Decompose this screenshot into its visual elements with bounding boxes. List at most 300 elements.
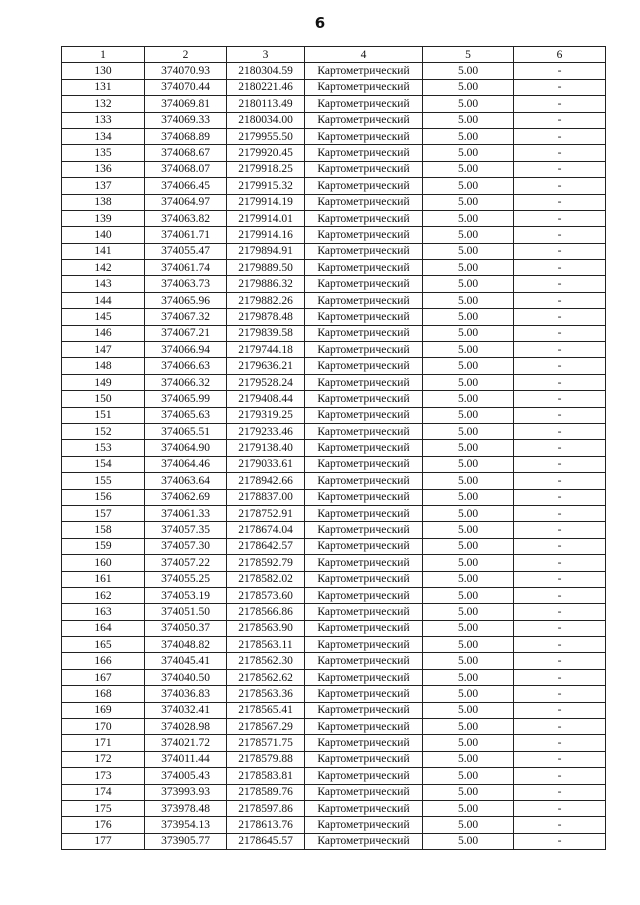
table-row <box>62 145 606 161</box>
method-cell: Картометрический <box>305 161 423 177</box>
description-cell: - <box>514 637 606 653</box>
y-coordinate-cell: 2179914.19 <box>227 194 305 210</box>
method-cell: Картометрический <box>305 637 423 653</box>
x-coordinate-cell: 374066.32 <box>145 374 227 390</box>
description-cell: - <box>514 63 606 79</box>
accuracy-cell: 5.00 <box>423 112 514 128</box>
method-cell: Картометрический <box>305 456 423 472</box>
description-cell: - <box>514 276 606 292</box>
accuracy-cell: 5.00 <box>423 637 514 653</box>
table-row <box>62 391 606 407</box>
method-cell: Картометрический <box>305 669 423 685</box>
method-cell: Картометрический <box>305 128 423 144</box>
y-coordinate-cell: 2178579.88 <box>227 751 305 767</box>
table-row <box>62 538 606 554</box>
accuracy-cell: 5.00 <box>423 260 514 276</box>
accuracy-cell: 5.00 <box>423 178 514 194</box>
table-row <box>62 407 606 423</box>
description-cell: - <box>514 440 606 456</box>
table-row <box>62 325 606 341</box>
description-cell: - <box>514 489 606 505</box>
point-number-cell: 159 <box>62 538 145 554</box>
x-coordinate-cell: 374028.98 <box>145 719 227 735</box>
y-coordinate-cell: 2180304.59 <box>227 63 305 79</box>
table-row <box>62 522 606 538</box>
x-coordinate-cell: 374045.41 <box>145 653 227 669</box>
accuracy-cell: 5.00 <box>423 686 514 702</box>
table-row <box>62 358 606 374</box>
description-cell: - <box>514 538 606 554</box>
description-cell: - <box>514 653 606 669</box>
accuracy-cell: 5.00 <box>423 194 514 210</box>
x-coordinate-cell: 374068.67 <box>145 145 227 161</box>
description-cell: - <box>514 669 606 685</box>
table-row <box>62 505 606 521</box>
x-coordinate-cell: 374021.72 <box>145 735 227 751</box>
method-cell: Картометрический <box>305 768 423 784</box>
table-row <box>62 686 606 702</box>
description-cell: - <box>514 128 606 144</box>
x-coordinate-cell: 374064.46 <box>145 456 227 472</box>
accuracy-cell: 5.00 <box>423 817 514 833</box>
description-cell: - <box>514 243 606 259</box>
y-coordinate-cell: 2180034.00 <box>227 112 305 128</box>
y-coordinate-cell: 2178562.30 <box>227 653 305 669</box>
accuracy-cell: 5.00 <box>423 800 514 816</box>
table-header-row <box>62 47 606 63</box>
table-row <box>62 751 606 767</box>
method-cell: Картометрический <box>305 784 423 800</box>
x-coordinate-cell: 374061.33 <box>145 505 227 521</box>
accuracy-cell: 5.00 <box>423 391 514 407</box>
table-body <box>62 63 606 850</box>
description-cell: - <box>514 358 606 374</box>
y-coordinate-cell: 2178566.86 <box>227 604 305 620</box>
description-cell: - <box>514 604 606 620</box>
y-coordinate-cell: 2180113.49 <box>227 96 305 112</box>
x-coordinate-cell: 374036.83 <box>145 686 227 702</box>
method-cell: Картометрический <box>305 505 423 521</box>
description-cell: - <box>514 374 606 390</box>
accuracy-cell: 5.00 <box>423 604 514 620</box>
table-row <box>62 653 606 669</box>
y-coordinate-cell: 2179878.48 <box>227 309 305 325</box>
description-cell: - <box>514 79 606 95</box>
accuracy-cell: 5.00 <box>423 522 514 538</box>
x-coordinate-cell: 374057.30 <box>145 538 227 554</box>
method-cell: Картометрический <box>305 702 423 718</box>
description-cell: - <box>514 571 606 587</box>
accuracy-cell: 5.00 <box>423 96 514 112</box>
method-cell: Картометрический <box>305 653 423 669</box>
y-coordinate-cell: 2179528.24 <box>227 374 305 390</box>
table-row <box>62 489 606 505</box>
y-coordinate-cell: 2178645.57 <box>227 833 305 849</box>
x-coordinate-cell: 374011.44 <box>145 751 227 767</box>
method-cell: Картометрический <box>305 342 423 358</box>
description-cell: - <box>514 391 606 407</box>
accuracy-cell: 5.00 <box>423 489 514 505</box>
accuracy-cell: 5.00 <box>423 735 514 751</box>
point-number-cell: 139 <box>62 210 145 226</box>
description-cell: - <box>514 210 606 226</box>
method-cell: Картометрический <box>305 145 423 161</box>
x-coordinate-cell: 374051.50 <box>145 604 227 620</box>
point-number-cell: 130 <box>62 63 145 79</box>
accuracy-cell: 5.00 <box>423 210 514 226</box>
table-row <box>62 587 606 603</box>
method-cell: Картометрический <box>305 719 423 735</box>
x-coordinate-cell: 374069.81 <box>145 96 227 112</box>
method-cell: Картометрический <box>305 686 423 702</box>
page-number: 6 <box>314 14 326 32</box>
accuracy-cell: 5.00 <box>423 440 514 456</box>
y-coordinate-cell: 2179744.18 <box>227 342 305 358</box>
y-coordinate-cell: 2178597.86 <box>227 800 305 816</box>
y-coordinate-cell: 2178592.79 <box>227 555 305 571</box>
point-number-cell: 170 <box>62 719 145 735</box>
method-cell: Картометрический <box>305 473 423 489</box>
accuracy-cell: 5.00 <box>423 161 514 177</box>
method-cell: Картометрический <box>305 604 423 620</box>
y-coordinate-cell: 2179033.61 <box>227 456 305 472</box>
description-cell: - <box>514 309 606 325</box>
accuracy-cell: 5.00 <box>423 145 514 161</box>
y-coordinate-cell: 2178674.04 <box>227 522 305 538</box>
accuracy-cell: 5.00 <box>423 669 514 685</box>
column-header: 6 <box>514 47 606 63</box>
x-coordinate-cell: 373954.13 <box>145 817 227 833</box>
x-coordinate-cell: 374064.97 <box>145 194 227 210</box>
point-number-cell: 154 <box>62 456 145 472</box>
x-coordinate-cell: 374063.73 <box>145 276 227 292</box>
table-row <box>62 473 606 489</box>
y-coordinate-cell: 2178582.02 <box>227 571 305 587</box>
x-coordinate-cell: 374040.50 <box>145 669 227 685</box>
x-coordinate-cell: 374055.47 <box>145 243 227 259</box>
description-cell: - <box>514 423 606 439</box>
point-number-cell: 163 <box>62 604 145 620</box>
point-number-cell: 134 <box>62 128 145 144</box>
point-number-cell: 161 <box>62 571 145 587</box>
description-cell: - <box>514 702 606 718</box>
accuracy-cell: 5.00 <box>423 128 514 144</box>
x-coordinate-cell: 374057.22 <box>145 555 227 571</box>
method-cell: Картометрический <box>305 325 423 341</box>
y-coordinate-cell: 2178565.41 <box>227 702 305 718</box>
table-row <box>62 210 606 226</box>
x-coordinate-cell: 373993.93 <box>145 784 227 800</box>
y-coordinate-cell: 2178563.36 <box>227 686 305 702</box>
table-row <box>62 374 606 390</box>
y-coordinate-cell: 2179408.44 <box>227 391 305 407</box>
description-cell: - <box>514 342 606 358</box>
y-coordinate-cell: 2179839.58 <box>227 325 305 341</box>
x-coordinate-cell: 374032.41 <box>145 702 227 718</box>
point-number-cell: 157 <box>62 505 145 521</box>
table-row <box>62 456 606 472</box>
method-cell: Картометрический <box>305 96 423 112</box>
point-number-cell: 148 <box>62 358 145 374</box>
accuracy-cell: 5.00 <box>423 571 514 587</box>
accuracy-cell: 5.00 <box>423 768 514 784</box>
point-number-cell: 150 <box>62 391 145 407</box>
x-coordinate-cell: 374070.93 <box>145 63 227 79</box>
y-coordinate-cell: 2178583.81 <box>227 768 305 784</box>
table-row <box>62 63 606 79</box>
table-row <box>62 342 606 358</box>
point-number-cell: 162 <box>62 587 145 603</box>
method-cell: Картометрический <box>305 374 423 390</box>
description-cell: - <box>514 719 606 735</box>
table-row <box>62 833 606 849</box>
method-cell: Картометрический <box>305 751 423 767</box>
x-coordinate-cell: 374066.94 <box>145 342 227 358</box>
method-cell: Картометрический <box>305 440 423 456</box>
description-cell: - <box>514 161 606 177</box>
method-cell: Картометрический <box>305 243 423 259</box>
table-row <box>62 817 606 833</box>
x-coordinate-cell: 374063.64 <box>145 473 227 489</box>
point-number-cell: 152 <box>62 423 145 439</box>
description-cell: - <box>514 407 606 423</box>
y-coordinate-cell: 2179918.25 <box>227 161 305 177</box>
method-cell: Картометрический <box>305 489 423 505</box>
x-coordinate-cell: 374066.45 <box>145 178 227 194</box>
method-cell: Картометрический <box>305 210 423 226</box>
method-cell: Картометрический <box>305 407 423 423</box>
accuracy-cell: 5.00 <box>423 309 514 325</box>
y-coordinate-cell: 2178752.91 <box>227 505 305 521</box>
description-cell: - <box>514 817 606 833</box>
y-coordinate-cell: 2179889.50 <box>227 260 305 276</box>
description-cell: - <box>514 784 606 800</box>
x-coordinate-cell: 374070.44 <box>145 79 227 95</box>
point-number-cell: 136 <box>62 161 145 177</box>
x-coordinate-cell: 374055.25 <box>145 571 227 587</box>
method-cell: Картометрический <box>305 620 423 636</box>
description-cell: - <box>514 522 606 538</box>
method-cell: Картометрический <box>305 260 423 276</box>
method-cell: Картометрический <box>305 833 423 849</box>
table-row <box>62 555 606 571</box>
description-cell: - <box>514 768 606 784</box>
point-number-cell: 164 <box>62 620 145 636</box>
y-coordinate-cell: 2179955.50 <box>227 128 305 144</box>
y-coordinate-cell: 2179915.32 <box>227 178 305 194</box>
description-cell: - <box>514 178 606 194</box>
y-coordinate-cell: 2179233.46 <box>227 423 305 439</box>
point-number-cell: 145 <box>62 309 145 325</box>
y-coordinate-cell: 2179886.32 <box>227 276 305 292</box>
point-number-cell: 137 <box>62 178 145 194</box>
column-header: 5 <box>423 47 514 63</box>
column-header: 1 <box>62 47 145 63</box>
table-row <box>62 309 606 325</box>
point-number-cell: 169 <box>62 702 145 718</box>
description-cell: - <box>514 473 606 489</box>
accuracy-cell: 5.00 <box>423 325 514 341</box>
y-coordinate-cell: 2178613.76 <box>227 817 305 833</box>
table-row <box>62 440 606 456</box>
description-cell: - <box>514 112 606 128</box>
table-row <box>62 79 606 95</box>
x-coordinate-cell: 374067.32 <box>145 309 227 325</box>
method-cell: Картометрический <box>305 227 423 243</box>
point-number-cell: 147 <box>62 342 145 358</box>
accuracy-cell: 5.00 <box>423 374 514 390</box>
table-row <box>62 194 606 210</box>
x-coordinate-cell: 373978.48 <box>145 800 227 816</box>
description-cell: - <box>514 145 606 161</box>
point-number-cell: 133 <box>62 112 145 128</box>
y-coordinate-cell: 2178942.66 <box>227 473 305 489</box>
point-number-cell: 140 <box>62 227 145 243</box>
accuracy-cell: 5.00 <box>423 358 514 374</box>
y-coordinate-cell: 2180221.46 <box>227 79 305 95</box>
description-cell: - <box>514 325 606 341</box>
y-coordinate-cell: 2178642.57 <box>227 538 305 554</box>
y-coordinate-cell: 2178837.00 <box>227 489 305 505</box>
x-coordinate-cell: 374062.69 <box>145 489 227 505</box>
point-number-cell: 167 <box>62 669 145 685</box>
description-cell: - <box>514 800 606 816</box>
description-cell: - <box>514 456 606 472</box>
y-coordinate-cell: 2179914.16 <box>227 227 305 243</box>
accuracy-cell: 5.00 <box>423 555 514 571</box>
table-row <box>62 260 606 276</box>
accuracy-cell: 5.00 <box>423 702 514 718</box>
method-cell: Картометрический <box>305 735 423 751</box>
point-number-cell: 155 <box>62 473 145 489</box>
method-cell: Картометрический <box>305 555 423 571</box>
table-row <box>62 719 606 735</box>
point-number-cell: 153 <box>62 440 145 456</box>
point-number-cell: 174 <box>62 784 145 800</box>
point-number-cell: 156 <box>62 489 145 505</box>
description-cell: - <box>514 505 606 521</box>
y-coordinate-cell: 2179914.01 <box>227 210 305 226</box>
point-number-cell: 144 <box>62 292 145 308</box>
accuracy-cell: 5.00 <box>423 63 514 79</box>
table-row <box>62 702 606 718</box>
description-cell: - <box>514 555 606 571</box>
method-cell: Картометрический <box>305 800 423 816</box>
point-number-cell: 171 <box>62 735 145 751</box>
table-row <box>62 276 606 292</box>
method-cell: Картометрический <box>305 112 423 128</box>
point-number-cell: 177 <box>62 833 145 849</box>
method-cell: Картометрический <box>305 309 423 325</box>
accuracy-cell: 5.00 <box>423 342 514 358</box>
point-number-cell: 146 <box>62 325 145 341</box>
table-row <box>62 784 606 800</box>
y-coordinate-cell: 2179138.40 <box>227 440 305 456</box>
table-row <box>62 637 606 653</box>
method-cell: Картометрический <box>305 391 423 407</box>
point-number-cell: 175 <box>62 800 145 816</box>
method-cell: Картометрический <box>305 79 423 95</box>
x-coordinate-cell: 374069.33 <box>145 112 227 128</box>
point-number-cell: 158 <box>62 522 145 538</box>
method-cell: Картометрический <box>305 587 423 603</box>
description-cell: - <box>514 587 606 603</box>
accuracy-cell: 5.00 <box>423 407 514 423</box>
point-number-cell: 173 <box>62 768 145 784</box>
x-coordinate-cell: 374053.19 <box>145 587 227 603</box>
y-coordinate-cell: 2178573.60 <box>227 587 305 603</box>
description-cell: - <box>514 96 606 112</box>
y-coordinate-cell: 2179920.45 <box>227 145 305 161</box>
coordinates-table <box>61 46 606 850</box>
x-coordinate-cell: 374064.90 <box>145 440 227 456</box>
point-number-cell: 142 <box>62 260 145 276</box>
accuracy-cell: 5.00 <box>423 653 514 669</box>
table-row <box>62 735 606 751</box>
accuracy-cell: 5.00 <box>423 784 514 800</box>
accuracy-cell: 5.00 <box>423 751 514 767</box>
method-cell: Картометрический <box>305 423 423 439</box>
table-row <box>62 571 606 587</box>
x-coordinate-cell: 374061.74 <box>145 260 227 276</box>
description-cell: - <box>514 686 606 702</box>
x-coordinate-cell: 374065.63 <box>145 407 227 423</box>
y-coordinate-cell: 2179319.25 <box>227 407 305 423</box>
point-number-cell: 166 <box>62 653 145 669</box>
method-cell: Картометрический <box>305 571 423 587</box>
x-coordinate-cell: 374068.89 <box>145 128 227 144</box>
accuracy-cell: 5.00 <box>423 473 514 489</box>
x-coordinate-cell: 374061.71 <box>145 227 227 243</box>
x-coordinate-cell: 374068.07 <box>145 161 227 177</box>
accuracy-cell: 5.00 <box>423 620 514 636</box>
point-number-cell: 176 <box>62 817 145 833</box>
x-coordinate-cell: 374066.63 <box>145 358 227 374</box>
description-cell: - <box>514 194 606 210</box>
y-coordinate-cell: 2178563.11 <box>227 637 305 653</box>
point-number-cell: 168 <box>62 686 145 702</box>
y-coordinate-cell: 2178563.90 <box>227 620 305 636</box>
point-number-cell: 151 <box>62 407 145 423</box>
point-number-cell: 132 <box>62 96 145 112</box>
accuracy-cell: 5.00 <box>423 276 514 292</box>
method-cell: Картометрический <box>305 522 423 538</box>
y-coordinate-cell: 2179882.26 <box>227 292 305 308</box>
x-coordinate-cell: 374050.37 <box>145 620 227 636</box>
method-cell: Картометрический <box>305 292 423 308</box>
method-cell: Картометрический <box>305 63 423 79</box>
description-cell: - <box>514 751 606 767</box>
x-coordinate-cell: 373905.77 <box>145 833 227 849</box>
point-number-cell: 165 <box>62 637 145 653</box>
point-number-cell: 143 <box>62 276 145 292</box>
point-number-cell: 149 <box>62 374 145 390</box>
accuracy-cell: 5.00 <box>423 227 514 243</box>
description-cell: - <box>514 292 606 308</box>
point-number-cell: 138 <box>62 194 145 210</box>
point-number-cell: 131 <box>62 79 145 95</box>
accuracy-cell: 5.00 <box>423 833 514 849</box>
method-cell: Картометрический <box>305 358 423 374</box>
table-row <box>62 800 606 816</box>
y-coordinate-cell: 2178589.76 <box>227 784 305 800</box>
accuracy-cell: 5.00 <box>423 719 514 735</box>
table-row <box>62 620 606 636</box>
column-header: 2 <box>145 47 227 63</box>
table-row <box>62 669 606 685</box>
description-cell: - <box>514 620 606 636</box>
method-cell: Картометрический <box>305 817 423 833</box>
